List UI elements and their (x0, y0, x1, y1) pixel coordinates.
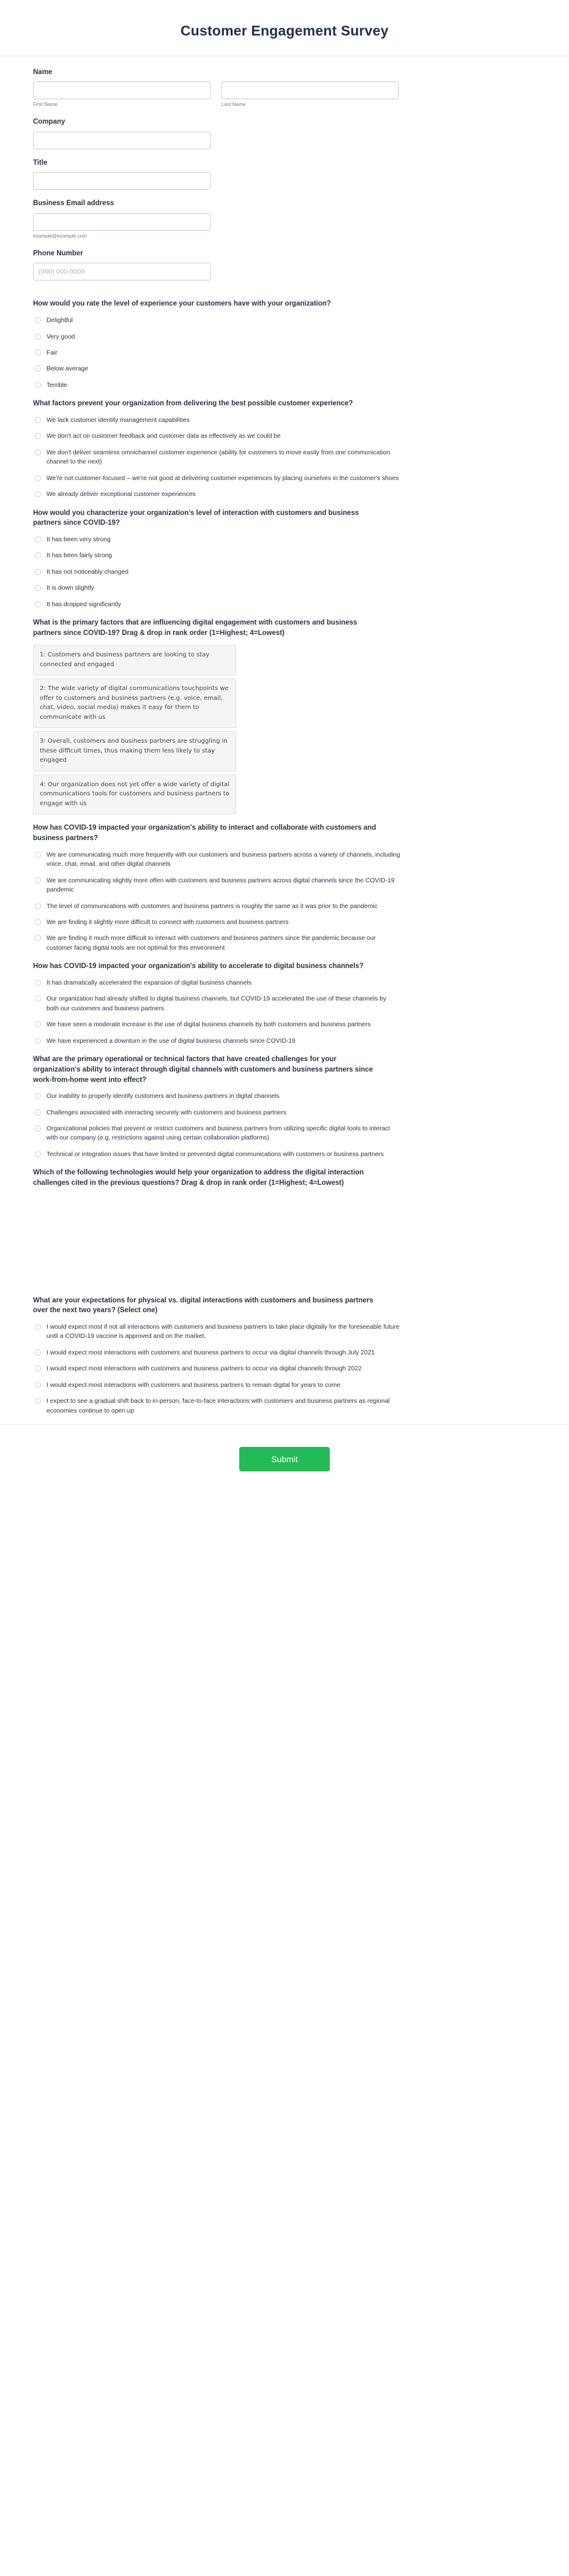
last-name-col (221, 81, 399, 108)
radio-circle-icon[interactable] (35, 317, 41, 323)
spacer (33, 289, 569, 299)
radio-option-label: I would expect most interactions with customers and business partners to occur via digital channels through July 2021 (46, 1349, 375, 1356)
question-label: How has COVID-19 impacted your organization's ability to interact and collaborate with customers and business partners? (33, 824, 376, 843)
rank-card[interactable]: 1: Customers and business partners are looking to stay connected and engaged (33, 645, 236, 675)
radio-option-label: Fair (46, 349, 58, 356)
last-name-input[interactable] (221, 81, 399, 99)
radio-option[interactable] (33, 364, 400, 374)
questions-container (33, 299, 569, 1416)
radio-option[interactable] (33, 876, 400, 895)
radio-circle-icon[interactable] (35, 919, 41, 925)
radio-circle-icon[interactable] (35, 536, 41, 543)
rank-card[interactable]: 4: Our organization does not yet offer a wide variety of digital communications tools for customers and business partners to engage with us (33, 775, 236, 815)
radio-group (33, 316, 569, 390)
radio-circle-icon[interactable] (35, 996, 41, 1002)
radio-circle-icon[interactable] (35, 1110, 41, 1116)
radio-option-label: We don't deliver seamless omnichannel customer experience (ability for customers to move easily from one communication channel to the next) (46, 449, 390, 466)
radio-circle-icon[interactable] (35, 366, 41, 372)
form-body (0, 56, 569, 1416)
title-input[interactable] (33, 172, 210, 190)
phone-input[interactable] (33, 263, 210, 280)
radio-circle-icon[interactable] (35, 1365, 41, 1372)
radio-option-label: Delightful (46, 317, 73, 325)
radio-option[interactable] (33, 448, 400, 467)
form-header (0, 0, 569, 56)
page-title: Customer Engagement Survey (180, 23, 389, 39)
question-label: What are the primary operational or technical factors that have created challenges for your organization's ability to interact through digital channels with customers and business partners since work-from-home went into effect? (33, 1056, 373, 1084)
radio-option-label: We are finding it slightly more difficult to connect with customers and business partners (46, 918, 289, 926)
radio-circle-icon[interactable] (35, 552, 41, 558)
radio-circle-icon[interactable] (35, 569, 41, 575)
radio-option[interactable] (33, 490, 400, 499)
question-label: What are your expectations for physical vs. digital interactions with customers and business partners over the next two years? (Select one) (33, 1296, 373, 1315)
radio-option-label: We don't act on customer feedback and customer data as effectively as we could be (46, 433, 281, 440)
radio-circle-icon[interactable] (35, 903, 41, 909)
radio-option[interactable] (33, 584, 400, 593)
radio-circle-icon[interactable] (35, 877, 41, 884)
radio-option-label: We're not customer-focused – we're not good at delivering customer experiences by placing ourselves in the customer's shoes (46, 475, 399, 482)
radio-option[interactable] (33, 1397, 400, 1416)
field-company (33, 117, 569, 149)
radio-option[interactable] (33, 1323, 400, 1342)
field-phone (33, 249, 569, 281)
radio-option[interactable] (33, 348, 400, 358)
rank-drag-list[interactable] (33, 1195, 569, 1287)
radio-option[interactable] (33, 1348, 400, 1357)
submit-button[interactable]: Submit (239, 1447, 330, 1471)
email-input[interactable] (33, 213, 210, 231)
first-name-col (33, 81, 210, 108)
radio-option-label: The level of communications with customers and business partners is roughly the same as it was prior to the pandemic (46, 903, 377, 910)
question-label: How would you characterize your organization's level of interaction with customers and business partners since COVID-19? (33, 509, 359, 527)
radio-option-label: Organizational policies that prevent or restrict customers and business partners from utilizing specific digital tools to interact with our company (e.g. restrictions against using certain collaboration platforms) (46, 1125, 390, 1142)
radio-circle-icon[interactable] (35, 417, 41, 423)
question-operational-technical-factors (33, 1054, 569, 1159)
radio-option-label: Terrible (46, 381, 67, 389)
radio-option-label: I would expect most interactions with customers and business partners to remain digital for years to come (46, 1381, 341, 1389)
radio-circle-icon[interactable] (35, 1021, 41, 1027)
first-name-sublabel: First Name (33, 102, 58, 108)
radio-option[interactable] (33, 416, 400, 425)
radio-option-label: Our organization had already shifted to digital business channels, but COVID-19 accelerated the use of these channels by both our customers and business partners (46, 996, 387, 1012)
radio-option-label: We lack customer identity management capabilities (46, 416, 190, 424)
radio-option-label: We have experienced a downturn in the use of digital business channels since COVID-19 (46, 1037, 296, 1045)
radio-circle-icon[interactable] (35, 1125, 41, 1132)
radio-option-label: It has been fairly strong (46, 552, 113, 560)
radio-option-label: We are finding it much more difficult to interact with customers and business partners since the pandemic because our customer facing digital tools are not optimal for this environment (46, 935, 376, 952)
radio-option[interactable] (33, 551, 400, 560)
question-label: How would you rate the level of experience your customers have with your organization? (33, 300, 331, 308)
radio-option[interactable] (33, 432, 400, 441)
field-title (33, 158, 569, 190)
name-row (33, 81, 569, 108)
question-physical-vs-digital-expectations (33, 1296, 569, 1416)
radio-circle-icon[interactable] (35, 350, 41, 356)
radio-option[interactable] (33, 1150, 400, 1159)
title-label: Title (33, 159, 48, 167)
radio-option[interactable] (33, 851, 400, 869)
rank-card[interactable]: 3: Overall, customers and business partners are struggling in these difficult times, thus making them less likely to stay engaged (33, 731, 236, 772)
question-label: How has COVID-19 impacted your organization's ability to accelerate to digital business channels? (33, 963, 364, 971)
radio-option-label: Challenges associated with interacting securely with customers and business partners (46, 1109, 287, 1116)
radio-option[interactable] (33, 1037, 400, 1046)
radio-circle-icon[interactable] (35, 1382, 41, 1388)
radio-option[interactable] (33, 381, 400, 390)
radio-option-label: It has been very strong (46, 536, 111, 543)
field-email (33, 198, 569, 239)
question-label: What factors prevent your organization from delivering the best possible customer experience? (33, 400, 353, 408)
radio-circle-icon[interactable] (35, 491, 41, 497)
radio-option[interactable] (33, 978, 400, 988)
submit-area (0, 1425, 569, 1496)
rank-empty-dropzone[interactable] (33, 1195, 569, 1287)
radio-circle-icon[interactable] (35, 1350, 41, 1356)
radio-option-label: Below average (46, 366, 89, 373)
radio-option[interactable] (33, 332, 400, 342)
radio-option[interactable] (33, 535, 400, 544)
radio-circle-icon[interactable] (35, 475, 41, 481)
radio-option-label: I would expect most if not all interactions with customers and business partners to take place digitally for the foreseeable future until a COVID-19 vaccine is approved and on the market, (46, 1324, 400, 1340)
email-label: Business Email address (33, 200, 114, 208)
question-technologies-rank (33, 1168, 569, 1286)
radio-group (33, 1092, 569, 1159)
radio-option[interactable] (33, 600, 400, 609)
radio-option[interactable] (33, 902, 400, 911)
radio-option-label: Our inability to properly identify customers and business partners in digital channels (46, 1093, 280, 1100)
radio-option[interactable] (33, 994, 400, 1013)
phone-label: Phone Number (33, 249, 83, 257)
radio-group (33, 416, 569, 500)
radio-group (33, 1323, 569, 1416)
radio-option-label: We already deliver exceptional customer experiences (46, 491, 196, 498)
radio-option-label: It has dropped significantly (46, 601, 121, 608)
question-label: What is the primary factors that are influencing digital engagement with customers and business partners since COVID-19? Drag & drop in rank order (1=Highest; 4=Lowest) (33, 619, 357, 637)
radio-option[interactable] (33, 918, 400, 927)
radio-circle-icon[interactable] (35, 382, 41, 388)
radio-option-label: I would expect most interactions with customers and business partners to occur via digital channels through 2022 (46, 1365, 362, 1373)
rank-drag-list[interactable] (33, 645, 569, 814)
radio-circle-icon[interactable] (35, 433, 41, 439)
radio-group (33, 535, 569, 609)
radio-option-label: We are communicating much more frequently with our customers and business partners across a variety of channels, including voice, chat, email, and other digital channels (46, 851, 400, 868)
radio-option-label: Technical or integration issues that have limited or prevented digital communications with customers or business partners (46, 1151, 384, 1158)
radio-circle-icon[interactable] (35, 601, 41, 607)
radio-option-label: We have seen a moderate increase in the use of digital business channels by both customers and business partners (46, 1021, 371, 1029)
question-covid-interact-collaborate (33, 823, 569, 953)
radio-circle-icon[interactable] (35, 585, 41, 591)
last-name-sublabel: Last Name (221, 102, 246, 108)
question-experience-level (33, 299, 569, 390)
radio-option-label: It has not noticeably changed (46, 568, 128, 576)
first-name-input[interactable] (33, 81, 210, 99)
radio-circle-icon[interactable] (35, 935, 41, 941)
question-interaction-level-covid (33, 508, 569, 610)
rank-card[interactable]: 2: The wide variety of digital communications touchpoints we offer to customers and business partners (e.g. voice, email, chat, video, social media) makes it easy for them to communicate with us (33, 678, 236, 728)
radio-option-label: We are communicating slightly more often with customers and business partners across digital channels since the COVID-19 pandemic (46, 877, 395, 894)
radio-option[interactable] (33, 1020, 400, 1029)
question-label: Which of the following technologies would help your organization to address the digital interaction challenges cited in the previous questions? Drag & drop in rank order (1=Highest; 4=Lowest) (33, 1169, 364, 1187)
company-input[interactable] (33, 132, 210, 149)
radio-circle-icon[interactable] (35, 1038, 41, 1044)
name-label: Name (33, 68, 53, 76)
radio-circle-icon[interactable] (35, 1151, 41, 1157)
radio-circle-icon[interactable] (35, 1093, 41, 1099)
question-factors-prevent (33, 399, 569, 499)
radio-option[interactable] (33, 316, 400, 325)
radio-option[interactable] (33, 474, 400, 483)
radio-circle-icon[interactable] (35, 980, 41, 986)
radio-option[interactable] (33, 1124, 400, 1143)
radio-option[interactable] (33, 1092, 400, 1101)
radio-circle-icon[interactable] (35, 1324, 41, 1330)
radio-circle-icon[interactable] (35, 449, 41, 456)
radio-option-label: It has dramatically accelerated the expansion of digital business channels (46, 979, 251, 986)
company-label: Company (33, 118, 65, 126)
radio-option[interactable] (33, 1108, 400, 1117)
radio-option[interactable] (33, 1381, 400, 1390)
radio-circle-icon[interactable] (35, 1398, 41, 1404)
radio-option[interactable] (33, 568, 400, 577)
radio-group (33, 978, 569, 1046)
radio-group (33, 851, 569, 953)
radio-option-label: Very good (46, 333, 75, 340)
radio-option[interactable] (33, 934, 400, 953)
field-name (33, 67, 569, 108)
radio-option-label: It is down slightly (46, 585, 94, 592)
question-covid-accelerate-digital (33, 961, 569, 1046)
radio-option-label: I expect to see a gradual shift back to in-person, face-to-face interactions with customers and business partners as regional economies continue to open up (46, 1398, 390, 1414)
email-sublabel: example@example.com (33, 233, 87, 239)
question-primary-factors-rank (33, 618, 569, 814)
radio-circle-icon[interactable] (35, 334, 41, 340)
radio-circle-icon[interactable] (35, 852, 41, 858)
radio-option[interactable] (33, 1364, 400, 1373)
